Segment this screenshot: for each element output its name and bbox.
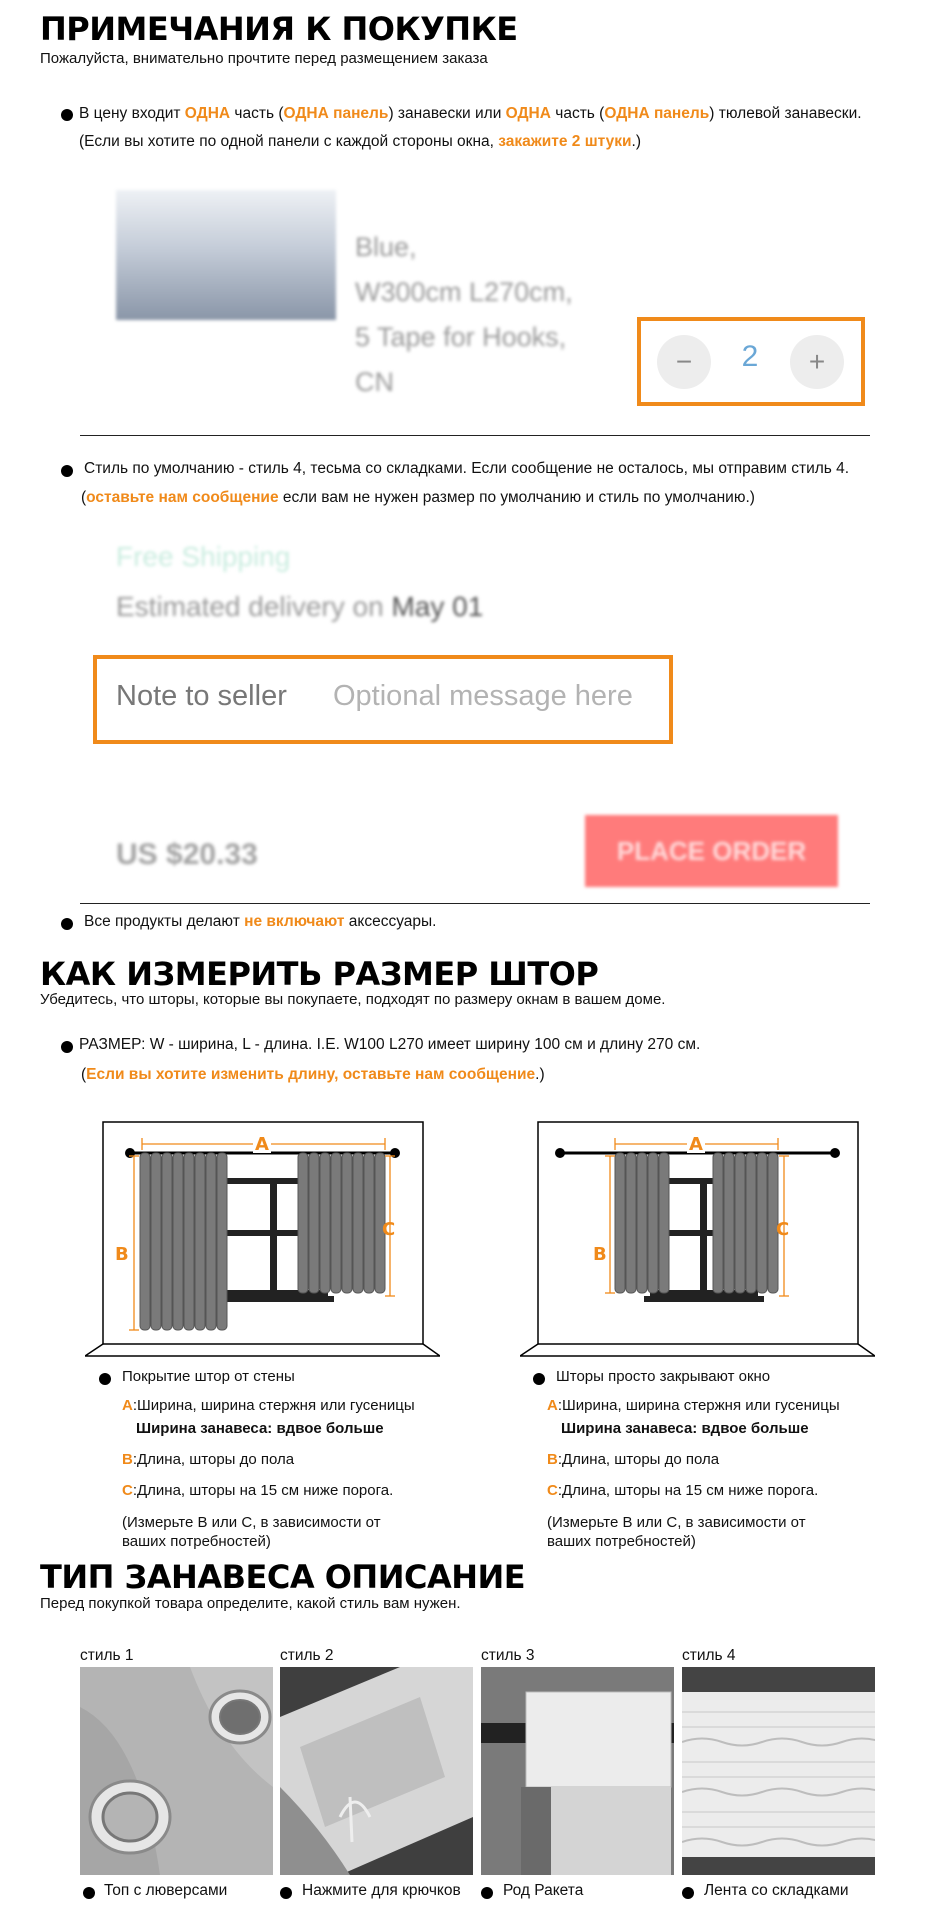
note-default-style-line1: Стиль по умолчанию - стиль 4, тесьма со складками. Если сообщение не осталось, мы отправим стиль 4. [84,460,850,477]
bullet-dot [61,465,73,477]
right-note-a-extra: Ширина занавеса: вдвое больше [561,1420,809,1437]
style-label-4: стиль 4 [682,1647,736,1664]
style-caption-1: Топ с люверсами [104,1882,228,1899]
section-title-purchase-notes: ПРИМЕЧАНИЯ К ПОКУПКЕ [40,10,518,48]
note-to-seller-label: Note to seller [116,680,287,712]
note-one-panel-line2: (Если вы хотите по одной панели с каждой стороны окна, закажите 2 штуки.) [79,133,641,150]
right-note-a: A:Ширина, ширина стержня или гусеницы [547,1397,840,1414]
note-size-definition: РАЗМЕР: W - ширина, L - длина. I.E. W100 L270 имеет ширину 100 см и длину 270 см. [79,1036,701,1053]
bullet-dot [99,1373,111,1385]
right-note-c: C:Длина, шторы на 15 см ниже порога. [547,1482,819,1499]
product-thumbnail [116,190,336,320]
left-note-b: B:Длина, шторы до пола [122,1451,295,1468]
right-note-measure-line1: (Измерьте B или C, в зависимости от [547,1514,806,1531]
divider [80,435,870,436]
bullet-dot [61,1041,73,1053]
style-1-grommet-image [80,1667,273,1875]
diagram-curtain-covering-window [520,1120,875,1360]
section-subtitle-purchase-notes: Пожалуйста, внимательно прочтите перед размещением заказа [40,50,488,67]
bullet-dot [682,1887,694,1899]
quantity-plus-button[interactable]: + [790,335,844,389]
dimension-label-b: B [115,1244,129,1265]
bullet-dot [83,1887,95,1899]
bullet-dot [533,1373,545,1385]
right-note-measure-line2: ваших потребностей) [547,1533,696,1550]
note-to-seller-input[interactable]: Optional message here [333,680,633,712]
note-one-panel-line1: В цену входит ОДНА часть (ОДНА панель) занавески или ОДНА часть (ОДНА панель) тюлевой занавески. [79,105,862,122]
dimension-label-a: A [689,1134,703,1155]
dimension-label-b: B [593,1244,607,1265]
dimension-label-c: C [776,1219,790,1240]
style-2-hooks-image [280,1667,473,1875]
style-caption-2: Нажмите для крючков [302,1882,461,1899]
order-total-price: US $20.33 [116,838,258,871]
free-shipping-text: Free Shipping [116,541,291,572]
quantity-value: 2 [741,340,759,373]
left-note-a: A:Ширина, ширина стержня или гусеницы [122,1397,415,1414]
product-variant-text: Blue, W300cm L270cm, 5 Tape for Hooks, CN [355,232,573,397]
bullet-dot [280,1887,292,1899]
right-note-b: B:Длина, шторы до пола [547,1451,720,1468]
bullet-dot [481,1887,493,1899]
right-diagram-heading: Шторы просто закрывают окно [556,1368,771,1385]
style-caption-4: Лента со складками [704,1882,849,1899]
style-label-2: стиль 2 [280,1647,334,1664]
style-caption-3: Род Ракета [503,1882,584,1899]
section-subtitle-how-to-measure: Убедитесь, что шторы, которые вы покупаете, подходят по размеру окнам в вашем доме. [40,991,666,1008]
place-order-button[interactable]: PLACE ORDER [585,815,838,887]
style-3-rod-pocket-image [481,1667,674,1875]
dimension-label-a: A [255,1134,269,1155]
style-4-pleat-tape-image [682,1667,875,1875]
note-change-length: (Если вы хотите изменить длину, оставьте нам сообщение.) [81,1066,545,1083]
note-default-style-line2: (оставьте нам сообщение если вам не нужен размер по умолчанию и стиль по умолчанию.) [81,489,755,506]
bullet-dot [61,918,73,930]
left-note-c: C:Длина, шторы на 15 см ниже порога. [122,1482,394,1499]
quantity-minus-button[interactable]: − [657,335,711,389]
section-title-curtain-types: ТИП ЗАНАВЕСА ОПИСАНИЕ [40,1558,526,1596]
left-note-measure-line1: (Измерьте B или C, в зависимости от [122,1514,381,1531]
diagram-curtain-covering-wall [85,1120,440,1360]
divider [80,903,870,904]
section-subtitle-curtain-types: Перед покупкой товара определите, какой стиль вам нужен. [40,1595,461,1612]
left-note-a-extra: Ширина занавеса: вдвое больше [136,1420,384,1437]
style-label-3: стиль 3 [481,1647,535,1664]
bullet-dot [61,109,73,121]
dimension-label-c: C [382,1219,396,1240]
estimated-delivery-text: Estimated delivery on May 01 [116,591,484,622]
style-label-1: стиль 1 [80,1647,134,1664]
note-accessories: Все продукты делают не включают аксессуары. [84,913,437,930]
left-diagram-heading: Покрытие штор от стены [122,1368,295,1385]
left-note-measure-line2: ваших потребностей) [122,1533,271,1550]
section-title-how-to-measure: КАК ИЗМЕРИТЬ РАЗМЕР ШТОР [40,955,599,993]
